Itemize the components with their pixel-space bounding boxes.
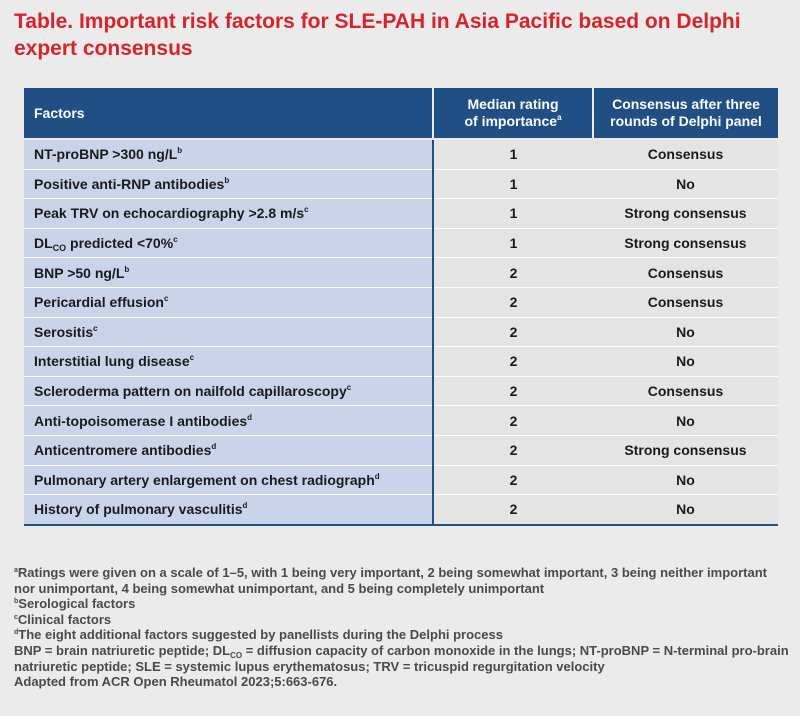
factor-label: History of pulmonary vasculitis xyxy=(34,501,243,518)
footnote-a-mark: a xyxy=(14,567,18,574)
table-row xyxy=(24,406,778,436)
footnote-a-text: Ratings were given on a scale of 1–5, with 1 being very important, 2 being somewhat important, 3 being neither important nor unimportant, 4 being somewhat unimportant, and 5 being completely unimportant xyxy=(14,565,767,596)
footnote-mark: b xyxy=(124,264,130,274)
factor-label: Pericardial effusion xyxy=(34,294,164,311)
footnotes xyxy=(14,565,790,690)
factor-label: NT-proBNP >300 ng/L xyxy=(34,146,178,163)
header-median-rating xyxy=(433,88,593,139)
footnote-mark: d xyxy=(211,442,217,452)
page-title: Table. Important risk factors for SLE-PAH in Asia Pacific based on Delphi expert consensus xyxy=(14,10,741,60)
header-consensus-line1: Consensus after three xyxy=(612,96,760,112)
table-row xyxy=(24,317,778,347)
median-rating-cell: 2 xyxy=(433,347,593,377)
footnote-c-mark: c xyxy=(14,613,18,621)
consensus-cell: Consensus xyxy=(593,287,778,317)
factor-label-prefix: DL xyxy=(34,235,53,252)
consensus-cell: No xyxy=(593,495,778,525)
footnote-mark: d xyxy=(247,412,253,422)
footnote-mark: b xyxy=(224,175,230,185)
factor-cell xyxy=(24,287,433,317)
footnote-c xyxy=(14,612,790,628)
table-row xyxy=(24,258,778,288)
header-consensus xyxy=(593,88,778,139)
header-median-line1: Median rating xyxy=(467,96,559,112)
factor-label: Scleroderma pattern on nailfold capillaroscopy xyxy=(34,383,347,400)
footnote-mark: c xyxy=(163,294,169,304)
consensus-cell: Consensus xyxy=(593,139,778,169)
factor-cell xyxy=(24,347,433,377)
footnote-mark: b xyxy=(177,146,183,156)
footnote-mark: d xyxy=(242,501,248,511)
factor-cell xyxy=(24,169,433,199)
table-row xyxy=(24,228,778,258)
factor-label: Anticentromere antibodies xyxy=(34,442,212,459)
factor-label-suffix: predicted <70% xyxy=(66,235,174,252)
footnote-b-text: Serological factors xyxy=(18,596,136,612)
median-rating-cell: 2 xyxy=(433,258,593,288)
factor-cell xyxy=(24,406,433,436)
footnote-c-text: Clinical factors xyxy=(17,611,112,627)
median-rating-cell: 2 xyxy=(433,406,593,436)
table-row xyxy=(24,169,778,199)
table-row xyxy=(24,465,778,495)
table-row xyxy=(24,376,778,406)
median-rating-cell: 1 xyxy=(433,199,593,229)
footnote-d xyxy=(14,627,790,643)
table-row xyxy=(24,139,778,169)
table-row xyxy=(24,287,778,317)
consensus-cell: No xyxy=(593,465,778,495)
footnote-mark: c xyxy=(304,205,309,215)
factor-label: Serositis xyxy=(34,323,94,340)
risk-factors-table xyxy=(24,88,778,526)
consensus-cell: Consensus xyxy=(593,258,778,288)
abbreviations-prefix: BNP = brain natriuretic peptide; DL xyxy=(14,642,231,658)
factor-cell xyxy=(24,199,433,229)
table-header-row xyxy=(24,88,778,139)
factor-label: Pulmonary artery enlargement on chest radiograph xyxy=(34,471,375,488)
footnote-mark: d xyxy=(374,471,380,481)
table-row xyxy=(24,199,778,229)
factor-label: Interstitial lung disease xyxy=(34,353,190,370)
factor-cell xyxy=(24,258,433,288)
median-rating-cell: 1 xyxy=(433,139,593,169)
factor-cell xyxy=(24,435,433,465)
header-factors: Factors xyxy=(24,88,433,139)
footnote-b xyxy=(14,596,790,612)
abbreviations-suffix: = diffusion capacity of carbon monoxide in the lungs; NT-proBNP = N-terminal pro-brain natriuretic peptide; SLE = systemic lupus erythematosus; TRV = tricuspid regurgitation velocity xyxy=(14,642,789,674)
footnote-a xyxy=(14,565,790,596)
median-rating-cell: 2 xyxy=(433,287,593,317)
factor-label: Positive anti-RNP antibodies xyxy=(34,175,225,192)
median-rating-cell: 2 xyxy=(433,317,593,347)
consensus-cell: No xyxy=(593,317,778,347)
consensus-cell: Strong consensus xyxy=(593,228,778,258)
median-rating-cell: 2 xyxy=(433,435,593,465)
header-median-footnote-mark: a xyxy=(557,113,562,122)
consensus-cell: Strong consensus xyxy=(593,199,778,229)
footnote-mark: c xyxy=(173,235,178,245)
footnote-d-mark: d xyxy=(14,629,19,637)
median-rating-cell: 2 xyxy=(433,465,593,495)
table-row xyxy=(24,435,778,465)
factor-cell xyxy=(24,228,433,258)
source-note: Adapted from ACR Open Rheumatol 2023;5:663-676. xyxy=(14,674,338,690)
median-rating-cell: 1 xyxy=(433,228,593,258)
consensus-cell: No xyxy=(593,169,778,199)
consensus-cell: No xyxy=(593,406,778,436)
table-row xyxy=(24,495,778,525)
footnote-mark: c xyxy=(346,383,352,393)
median-rating-cell: 2 xyxy=(433,376,593,406)
factor-label: BNP >50 ng/L xyxy=(34,264,125,281)
factor-cell xyxy=(24,465,433,495)
footnote-mark: c xyxy=(93,323,98,333)
abbreviations-subscript: CO xyxy=(230,650,243,660)
factor-cell xyxy=(24,495,433,525)
footnote-d-text: The eight additional factors suggested by panellists during the Delphi process xyxy=(18,627,503,643)
factor-cell xyxy=(24,376,433,406)
median-rating-cell: 1 xyxy=(433,169,593,199)
header-median-line2: of importance xyxy=(464,113,558,129)
factor-cell xyxy=(24,317,433,347)
footnote-b-mark: b xyxy=(14,598,19,606)
factor-label: Anti-topoisomerase I antibodies xyxy=(34,412,248,429)
footnote-mark: c xyxy=(189,353,195,363)
factor-label-subscript: CO xyxy=(52,243,67,254)
consensus-cell: Consensus xyxy=(593,376,778,406)
abbreviations xyxy=(14,643,790,674)
consensus-cell: Strong consensus xyxy=(593,435,778,465)
factor-cell xyxy=(24,139,433,169)
factor-label: Peak TRV on echocardiography >2.8 m/s xyxy=(34,205,305,222)
header-consensus-line2: rounds of Delphi panel xyxy=(610,113,762,129)
median-rating-cell: 2 xyxy=(433,495,593,525)
table-row xyxy=(24,347,778,377)
consensus-cell: No xyxy=(593,347,778,377)
